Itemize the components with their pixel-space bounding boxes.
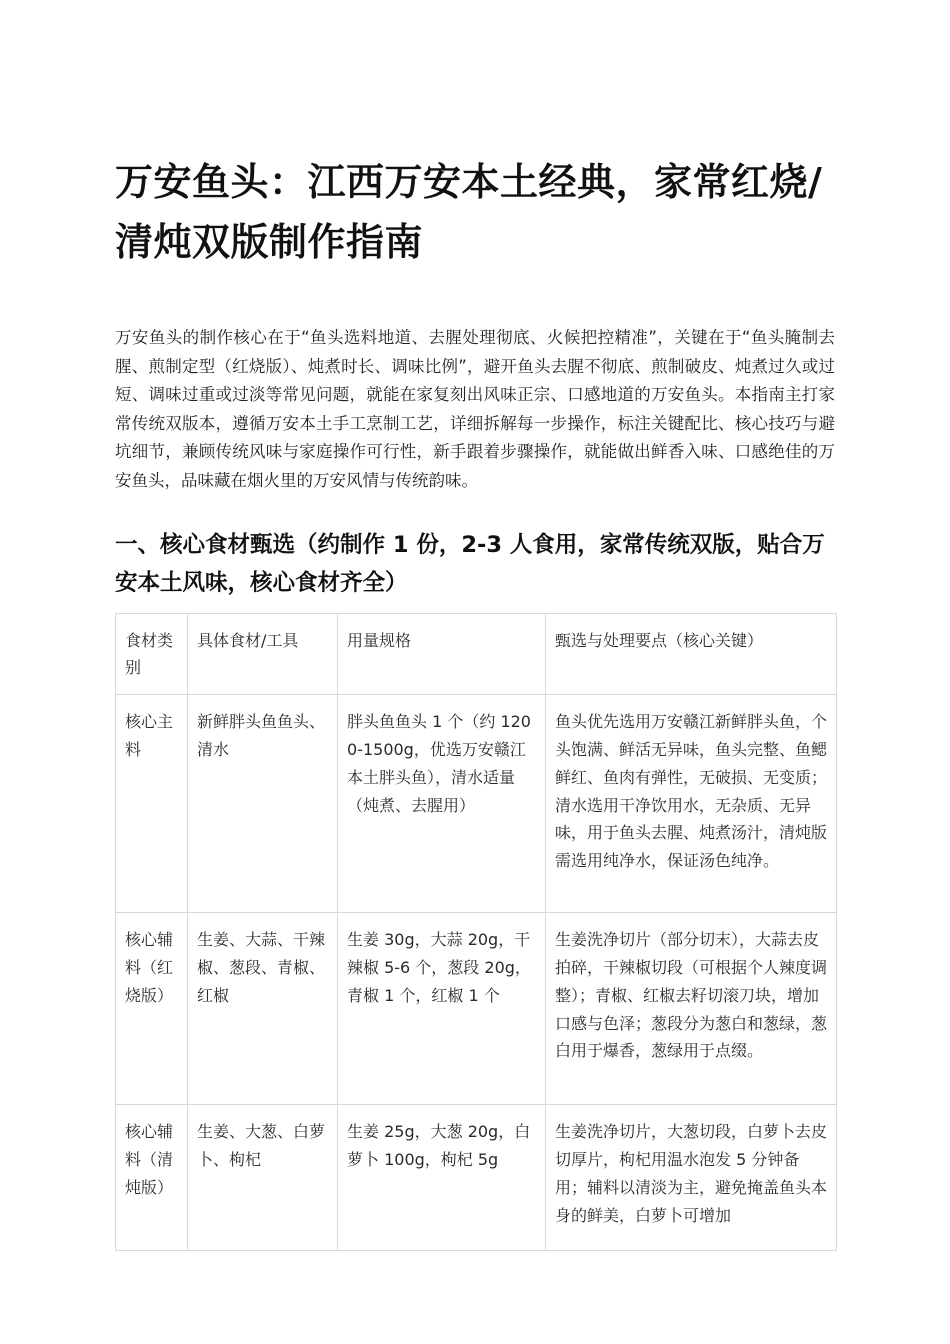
intro-paragraph: 万安鱼头的制作核心在于“鱼头选料地道、去腥处理彻底、火候把控精准”，关键在于“鱼头腌制去腥、煎制定型（红烧版）、炖煮时长、调味比例”，避开鱼头去腥不彻底、煎制破皮、炖煮过久或过短、调味过重或过淡等常见问题，就能在家复刻出风味正宗、口感地道的万安鱼头。本指南主打家常传统双版本，遵循万安本土手工烹制工艺，详细拆解每一步操作，标注关键配比、核心技巧与避坑细节，兼顾传统风味与家庭操作可行性，新手跟着步骤操作，就能做出鲜香入味、口感绝佳的万安鱼头，品味藏在烟火里的万安风情与传统韵味。 — [115, 328, 835, 490]
table-header-cell: 用量规格 — [338, 613, 546, 695]
document-page — [115, 0, 835, 1251]
table-cell-category: 核心主料 — [116, 695, 188, 913]
section-heading-ingredients: 一、核心食材甄选（约制作 1 份，2-3 人食用，家常传统双版，贴合万安本土风味，核心食材齐全） — [115, 531, 825, 596]
table-cell-notes: 生姜洗净切片（部分切末），大蒜去皮拍碎，干辣椒切段（可根据个人辣度调整）；青椒、红椒去籽切滚刀块，增加口感与色泽；葱段分为葱白和葱绿，葱白用于爆香，葱绿用于点缀。 — [546, 913, 837, 1105]
table-cell-category: 核心辅料（清炖版） — [116, 1105, 188, 1251]
table-cell-items: 新鲜胖头鱼鱼头、清水 — [188, 695, 338, 913]
ingredients-table — [115, 613, 837, 1252]
table-header-cell: 具体食材/工具 — [188, 613, 338, 695]
table-cell-items: 生姜、大葱、白萝卜、枸杞 — [188, 1105, 338, 1251]
table-row — [116, 913, 837, 1105]
table-cell-amount: 生姜 30g，大蒜 20g，干辣椒 5-6 个，葱段 20g，青椒 1 个，红椒 1 个 — [338, 913, 546, 1105]
table-cell-amount: 生姜 25g，大葱 20g，白萝卜 100g，枸杞 5g — [338, 1105, 546, 1251]
table-cell-notes: 生姜洗净切片，大葱切段，白萝卜去皮切厚片，枸杞用温水泡发 5 分钟备用；辅料以清淡为主，避免掩盖鱼头本身的鲜美，白萝卜可增加 — [546, 1105, 837, 1251]
table-header-cell: 甄选与处理要点（核心关键） — [546, 613, 837, 695]
table-cell-category: 核心辅料（红烧版） — [116, 913, 188, 1105]
table-row — [116, 695, 837, 913]
table-row — [116, 1105, 837, 1251]
table-header-row — [116, 613, 837, 695]
table-header-cell: 食材类别 — [116, 613, 188, 695]
table-cell-amount: 胖头鱼鱼头 1 个（约 1200-1500g，优选万安赣江本土胖头鱼），清水适量（炖煮、去腥用） — [338, 695, 546, 913]
table-cell-notes: 鱼头优先选用万安赣江新鲜胖头鱼，个头饱满、鲜活无异味，鱼头完整、鱼鳃鲜红、鱼肉有弹性，无破损、无变质；清水选用干净饮用水，无杂质、无异味，用于鱼头去腥、炖煮汤汁，清炖版需选用纯净水，保证汤色纯净。 — [546, 695, 837, 913]
document-title: 万安鱼头：江西万安本土经典，家常红烧/清炖双版制作指南 — [115, 160, 823, 264]
table-cell-items: 生姜、大蒜、干辣椒、葱段、青椒、红椒 — [188, 913, 338, 1105]
